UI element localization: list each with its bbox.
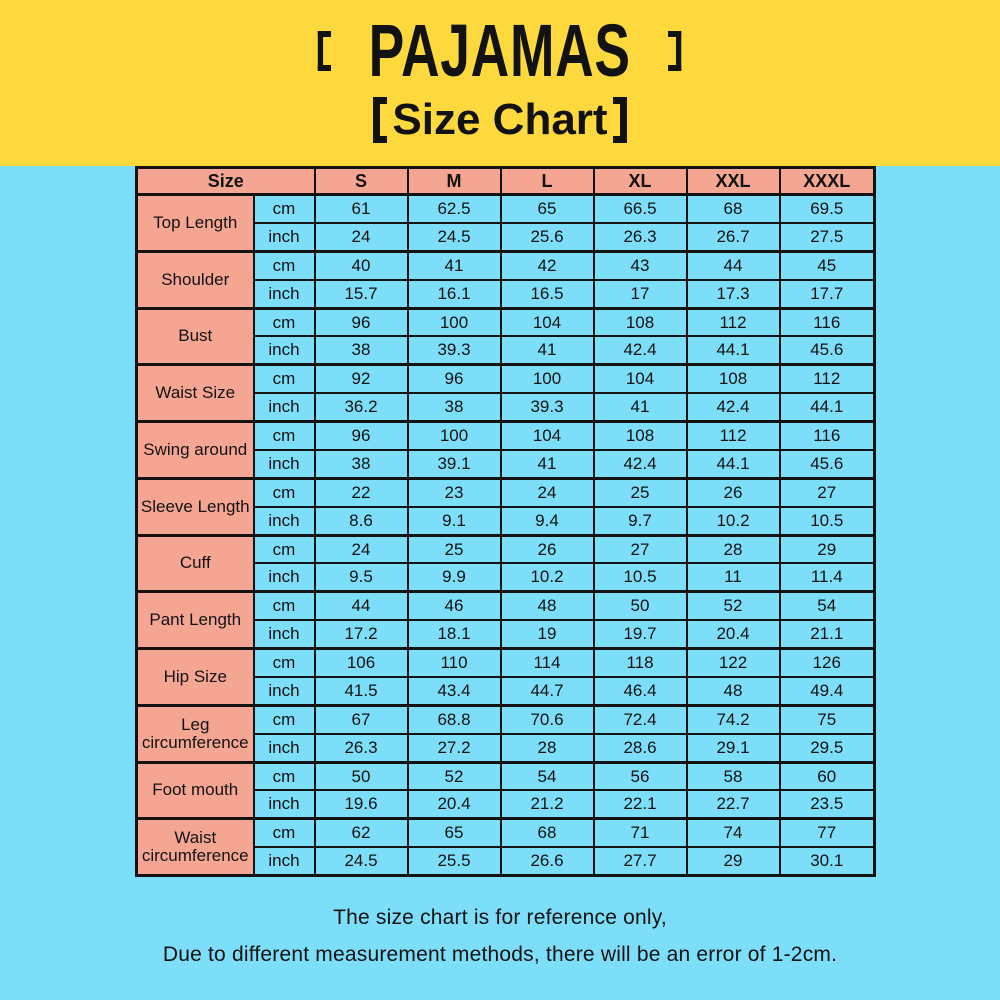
value-cell: 126 (780, 649, 875, 677)
measurement-label: Leg circumference (137, 705, 254, 762)
value-cell: 96 (315, 308, 408, 336)
unit-cell-cm: cm (254, 705, 315, 733)
table-row-cm (137, 422, 875, 450)
value-cell: 74 (687, 819, 780, 847)
value-cell: 25 (408, 535, 501, 563)
value-cell: 9.7 (594, 507, 687, 535)
subtitle-text: Size Chart (392, 95, 608, 144)
value-cell: 26 (687, 478, 780, 506)
value-cell: 28 (687, 535, 780, 563)
value-cell: 26.3 (315, 734, 408, 762)
unit-cell-cm: cm (254, 649, 315, 677)
value-cell: 96 (315, 422, 408, 450)
measurement-label: Cuff (137, 535, 254, 592)
value-cell: 16.1 (408, 280, 501, 308)
table-row-cm (137, 365, 875, 393)
value-cell: 25.5 (408, 847, 501, 875)
value-cell: 8.6 (315, 507, 408, 535)
table-row-cm (137, 308, 875, 336)
value-cell: 112 (687, 308, 780, 336)
value-cell: 42.4 (594, 450, 687, 478)
value-cell: 24 (501, 478, 594, 506)
value-cell: 52 (408, 762, 501, 790)
value-cell: 27.7 (594, 847, 687, 875)
unit-cell-inch: inch (254, 620, 315, 648)
value-cell: 54 (501, 762, 594, 790)
value-cell: 19.7 (594, 620, 687, 648)
value-cell: 44 (315, 592, 408, 620)
value-cell: 10.2 (501, 563, 594, 591)
value-cell: 9.5 (315, 563, 408, 591)
value-cell: 54 (780, 592, 875, 620)
lenticular-bracket-right-icon (669, 31, 682, 71)
value-cell: 108 (594, 422, 687, 450)
value-cell: 23.5 (780, 790, 875, 818)
value-cell: 44.1 (780, 393, 875, 421)
value-cell: 22 (315, 478, 408, 506)
value-cell: 100 (408, 422, 501, 450)
page-subtitle (373, 97, 626, 143)
measurement-label: Shoulder (137, 251, 254, 308)
value-cell: 29.5 (780, 734, 875, 762)
value-cell: 29.1 (687, 734, 780, 762)
table-row-cm (137, 762, 875, 790)
table-row-cm (137, 649, 875, 677)
value-cell: 21.2 (501, 790, 594, 818)
unit-cell-inch: inch (254, 847, 315, 875)
size-col-header-xxxl: XXXL (780, 168, 875, 195)
measurement-label: Hip Size (137, 649, 254, 706)
value-cell: 27.5 (780, 223, 875, 251)
value-cell: 26.7 (687, 223, 780, 251)
value-cell: 39.3 (408, 336, 501, 364)
value-cell: 66.5 (594, 195, 687, 223)
value-cell: 29 (780, 535, 875, 563)
value-cell: 41 (501, 450, 594, 478)
value-cell: 44 (687, 251, 780, 279)
value-cell: 70.6 (501, 705, 594, 733)
value-cell: 44.1 (687, 336, 780, 364)
measurement-label: Top Length (137, 195, 254, 252)
value-cell: 77 (780, 819, 875, 847)
value-cell: 58 (687, 762, 780, 790)
value-cell: 30.1 (780, 847, 875, 875)
value-cell: 65 (501, 195, 594, 223)
page-title (318, 9, 682, 92)
value-cell: 75 (780, 705, 875, 733)
value-cell: 24 (315, 535, 408, 563)
value-cell: 25.6 (501, 223, 594, 251)
unit-cell-inch: inch (254, 677, 315, 705)
value-cell: 68 (501, 819, 594, 847)
value-cell: 24 (315, 223, 408, 251)
value-cell: 62.5 (408, 195, 501, 223)
value-cell: 48 (687, 677, 780, 705)
value-cell: 68 (687, 195, 780, 223)
value-cell: 38 (315, 336, 408, 364)
value-cell: 45.6 (780, 450, 875, 478)
measurement-label: Foot mouth (137, 762, 254, 819)
value-cell: 42.4 (594, 336, 687, 364)
value-cell: 112 (780, 365, 875, 393)
unit-cell-inch: inch (254, 507, 315, 535)
value-cell: 69.5 (780, 195, 875, 223)
value-cell: 74.2 (687, 705, 780, 733)
unit-cell-cm: cm (254, 365, 315, 393)
unit-cell-cm: cm (254, 592, 315, 620)
value-cell: 62 (315, 819, 408, 847)
value-cell: 27.2 (408, 734, 501, 762)
value-cell: 36.2 (315, 393, 408, 421)
value-cell: 100 (408, 308, 501, 336)
value-cell: 67 (315, 705, 408, 733)
title-text: PAJAMAS (368, 9, 632, 92)
value-cell: 23 (408, 478, 501, 506)
value-cell: 24.5 (408, 223, 501, 251)
table-row-cm (137, 592, 875, 620)
table-row-cm (137, 705, 875, 733)
value-cell: 45 (780, 251, 875, 279)
value-cell: 42.4 (687, 393, 780, 421)
value-cell: 17.7 (780, 280, 875, 308)
value-cell: 20.4 (408, 790, 501, 818)
value-cell: 56 (594, 762, 687, 790)
table-row-cm (137, 195, 875, 223)
value-cell: 11 (687, 563, 780, 591)
unit-cell-inch: inch (254, 734, 315, 762)
value-cell: 15.7 (315, 280, 408, 308)
table-header-row (137, 168, 875, 195)
value-cell: 43 (594, 251, 687, 279)
value-cell: 71 (594, 819, 687, 847)
measurement-label: Sleeve Length (137, 478, 254, 535)
value-cell: 114 (501, 649, 594, 677)
value-cell: 52 (687, 592, 780, 620)
value-cell: 104 (501, 422, 594, 450)
value-cell: 41 (408, 251, 501, 279)
value-cell: 20.4 (687, 620, 780, 648)
value-cell: 38 (315, 450, 408, 478)
value-cell: 22.1 (594, 790, 687, 818)
size-col-header-xxl: XXL (687, 168, 780, 195)
unit-cell-inch: inch (254, 280, 315, 308)
size-col-header-xl: XL (594, 168, 687, 195)
value-cell: 9.9 (408, 563, 501, 591)
value-cell: 44.7 (501, 677, 594, 705)
value-cell: 65 (408, 819, 501, 847)
size-col-header-m: M (408, 168, 501, 195)
lenticular-bracket-left-icon (373, 97, 387, 143)
value-cell: 108 (594, 308, 687, 336)
value-cell: 27 (780, 478, 875, 506)
table-row-cm (137, 535, 875, 563)
value-cell: 106 (315, 649, 408, 677)
value-cell: 45.6 (780, 336, 875, 364)
size-table (135, 166, 876, 877)
value-cell: 25 (594, 478, 687, 506)
value-cell: 96 (408, 365, 501, 393)
value-cell: 68.8 (408, 705, 501, 733)
unit-cell-cm: cm (254, 251, 315, 279)
value-cell: 49.4 (780, 677, 875, 705)
unit-cell-inch: inch (254, 223, 315, 251)
value-cell: 38 (408, 393, 501, 421)
unit-cell-inch: inch (254, 336, 315, 364)
value-cell: 118 (594, 649, 687, 677)
value-cell: 43.4 (408, 677, 501, 705)
value-cell: 10.5 (594, 563, 687, 591)
value-cell: 72.4 (594, 705, 687, 733)
value-cell: 116 (780, 422, 875, 450)
value-cell: 42 (501, 251, 594, 279)
value-cell: 41.5 (315, 677, 408, 705)
value-cell: 17.3 (687, 280, 780, 308)
value-cell: 24.5 (315, 847, 408, 875)
value-cell: 27 (594, 535, 687, 563)
value-cell: 92 (315, 365, 408, 393)
value-cell: 48 (501, 592, 594, 620)
value-cell: 26 (501, 535, 594, 563)
value-cell: 10.2 (687, 507, 780, 535)
value-cell: 41 (594, 393, 687, 421)
value-cell: 18.1 (408, 620, 501, 648)
table-row-cm (137, 478, 875, 506)
value-cell: 10.5 (780, 507, 875, 535)
value-cell: 26.6 (501, 847, 594, 875)
measurement-label: Swing around (137, 422, 254, 479)
value-cell: 110 (408, 649, 501, 677)
unit-cell-cm: cm (254, 819, 315, 847)
size-corner-header: Size (137, 168, 315, 195)
table-row-cm (137, 819, 875, 847)
value-cell: 46 (408, 592, 501, 620)
value-cell: 41 (501, 336, 594, 364)
value-cell: 26.3 (594, 223, 687, 251)
value-cell: 116 (780, 308, 875, 336)
banner (0, 0, 1000, 166)
value-cell: 104 (594, 365, 687, 393)
value-cell: 19.6 (315, 790, 408, 818)
value-cell: 44.1 (687, 450, 780, 478)
footer-line-1: The size chart is for reference only, (333, 906, 667, 929)
value-cell: 9.1 (408, 507, 501, 535)
unit-cell-cm: cm (254, 308, 315, 336)
value-cell: 60 (780, 762, 875, 790)
unit-cell-inch: inch (254, 563, 315, 591)
value-cell: 100 (501, 365, 594, 393)
unit-cell-inch: inch (254, 450, 315, 478)
size-col-header-l: L (501, 168, 594, 195)
size-col-header-s: S (315, 168, 408, 195)
value-cell: 40 (315, 251, 408, 279)
value-cell: 17.2 (315, 620, 408, 648)
value-cell: 46.4 (594, 677, 687, 705)
value-cell: 21.1 (780, 620, 875, 648)
unit-cell-cm: cm (254, 195, 315, 223)
value-cell: 122 (687, 649, 780, 677)
value-cell: 9.4 (501, 507, 594, 535)
value-cell: 50 (315, 762, 408, 790)
lenticular-bracket-right-icon (613, 97, 627, 143)
value-cell: 39.1 (408, 450, 501, 478)
value-cell: 61 (315, 195, 408, 223)
measurement-label: Waist circumference (137, 819, 254, 876)
unit-cell-cm: cm (254, 762, 315, 790)
measurement-label: Waist Size (137, 365, 254, 422)
measurement-label: Bust (137, 308, 254, 365)
value-cell: 104 (501, 308, 594, 336)
footer-note (0, 899, 1000, 973)
size-table-body (137, 195, 875, 876)
value-cell: 17 (594, 280, 687, 308)
value-cell: 108 (687, 365, 780, 393)
value-cell: 112 (687, 422, 780, 450)
value-cell: 29 (687, 847, 780, 875)
lenticular-bracket-left-icon (318, 31, 331, 71)
unit-cell-cm: cm (254, 422, 315, 450)
value-cell: 50 (594, 592, 687, 620)
unit-cell-inch: inch (254, 790, 315, 818)
unit-cell-cm: cm (254, 478, 315, 506)
value-cell: 39.3 (501, 393, 594, 421)
value-cell: 11.4 (780, 563, 875, 591)
measurement-label: Pant Length (137, 592, 254, 649)
table-row-cm (137, 251, 875, 279)
unit-cell-inch: inch (254, 393, 315, 421)
value-cell: 28.6 (594, 734, 687, 762)
unit-cell-cm: cm (254, 535, 315, 563)
value-cell: 19 (501, 620, 594, 648)
value-cell: 22.7 (687, 790, 780, 818)
value-cell: 28 (501, 734, 594, 762)
value-cell: 16.5 (501, 280, 594, 308)
footer-line-2: Due to different measurement methods, there will be an error of 1-2cm. (162, 943, 838, 966)
